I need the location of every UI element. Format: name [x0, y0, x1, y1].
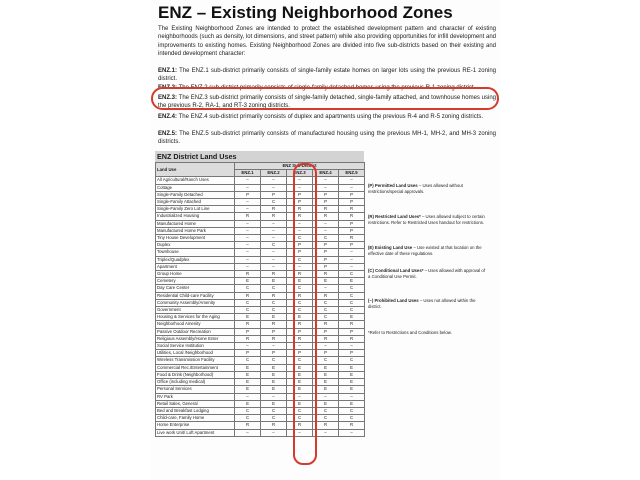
land-use-cell: Townhouse [156, 249, 235, 256]
value-cell: – [339, 256, 365, 263]
value-cell: – [287, 227, 313, 234]
table-row [156, 422, 365, 429]
value-cell: R [339, 422, 365, 429]
value-cell: – [235, 206, 261, 213]
legend-prohibited [368, 298, 488, 310]
value-cell: R [339, 335, 365, 342]
value-cell: – [235, 177, 261, 184]
value-cell: C [287, 285, 313, 292]
legend-term: (C) Conditional Land Uses* [368, 268, 424, 273]
intro-paragraph: The Existing Neighborhood Zones are intended to protect the established development pattern and character of existing neighborhoods (such as density, lot dimensions, and street pattern) while also providing opportunities for infill development and improvements to existing homes. Existing Neighborhood Zones are divided into five sub-districts based on their existing and intended development character: [158, 26, 496, 58]
value-cell: – [235, 343, 261, 350]
table-row [156, 307, 365, 314]
value-cell: P [313, 256, 339, 263]
value-cell: P [339, 199, 365, 206]
land-use-table [155, 162, 365, 437]
value-cell: C [261, 199, 287, 206]
land-use-cell: Neighborhood Amenity [156, 321, 235, 328]
legend-term: (P) Permitted Land Uses [368, 183, 418, 188]
value-cell: C [287, 415, 313, 422]
value-cell: E [287, 379, 313, 386]
value-cell: P [261, 191, 287, 198]
value-cell: C [261, 407, 287, 414]
land-use-cell: Cottage [156, 184, 235, 191]
zone-text: The ENZ.2 sub-district primarily consists of single-family detached homes using the previous R-1 zoning district. [178, 85, 476, 91]
land-use-cell: Bed and Breakfast Lodging [156, 407, 235, 414]
value-cell: – [287, 393, 313, 400]
value-cell: – [261, 177, 287, 184]
value-cell: R [235, 335, 261, 342]
value-cell: C [339, 307, 365, 314]
land-use-cell: Live work Unit/ Loft Apartment [156, 429, 235, 436]
table-row [156, 379, 365, 386]
value-cell: P [287, 249, 313, 256]
value-cell: – [261, 184, 287, 191]
table-row [156, 364, 365, 371]
value-cell: P [313, 263, 339, 270]
land-use-cell: Utilities, Local /Neighborhood [156, 350, 235, 357]
value-cell: E [235, 371, 261, 378]
value-cell: P [339, 220, 365, 227]
value-cell: P [313, 328, 339, 335]
value-cell: P [287, 350, 313, 357]
land-use-cell: Food & Drink (Neighborhood) [156, 371, 235, 378]
column-header: ENZ.5 [339, 170, 365, 177]
value-cell: R [313, 271, 339, 278]
value-cell: – [261, 393, 287, 400]
value-cell: – [287, 263, 313, 270]
table-row [156, 335, 365, 342]
value-cell: – [235, 227, 261, 234]
value-cell: E [235, 400, 261, 407]
column-header: ENZ.3 [287, 170, 313, 177]
table-row [156, 321, 365, 328]
value-cell: E [235, 379, 261, 386]
land-use-cell: Office (including medical) [156, 379, 235, 386]
value-cell: C [339, 292, 365, 299]
land-use-cell: Social Service Institution [156, 343, 235, 350]
land-use-cell: Community Assembly/Amenity [156, 299, 235, 306]
value-cell: R [287, 292, 313, 299]
value-cell: – [261, 220, 287, 227]
land-use-cell: Religious Assembly/Home Enter [156, 335, 235, 342]
value-cell: R [313, 422, 339, 429]
value-cell: P [339, 350, 365, 357]
value-cell: R [287, 335, 313, 342]
value-cell: P [313, 350, 339, 357]
value-cell: R [261, 271, 287, 278]
value-cell: – [313, 220, 339, 227]
land-use-cell: RV Park [156, 393, 235, 400]
value-cell: – [235, 429, 261, 436]
value-cell: R [287, 271, 313, 278]
value-cell: E [261, 386, 287, 393]
value-cell: P [261, 350, 287, 357]
value-cell: P [235, 350, 261, 357]
value-cell: – [235, 393, 261, 400]
land-use-cell: Home Enterprise [156, 422, 235, 429]
value-cell: E [339, 371, 365, 378]
table-row [156, 213, 365, 220]
zone-code: ENZ.3: [158, 95, 178, 101]
value-cell: C [261, 415, 287, 422]
value-cell: E [287, 386, 313, 393]
value-cell: – [313, 227, 339, 234]
value-cell: C [261, 357, 287, 364]
value-cell: E [235, 314, 261, 321]
zone-text: The ENZ.1 sub-district primarily consists of single-family estate homes on larger lots using the previous RE-1 zoning district. [158, 68, 496, 83]
land-use-cell: Triplex/Quadplex [156, 256, 235, 263]
value-cell: C [313, 235, 339, 242]
value-cell: C [261, 307, 287, 314]
table-row [156, 328, 365, 335]
legend-conditional [368, 268, 488, 280]
table-row [156, 407, 365, 414]
value-cell: C [235, 307, 261, 314]
land-use-cell: All Agricultural/Ranch Uses [156, 177, 235, 184]
value-cell: C [287, 235, 313, 242]
value-cell: – [261, 429, 287, 436]
table-row [156, 299, 365, 306]
value-cell: C [313, 415, 339, 422]
value-cell: E [235, 278, 261, 285]
value-cell: – [261, 249, 287, 256]
legend-permitted [368, 183, 488, 195]
value-cell: R [339, 321, 365, 328]
value-cell: E [261, 379, 287, 386]
value-cell: – [261, 235, 287, 242]
value-cell: P [339, 242, 365, 249]
land-use-cell: Child-care, Family Home [156, 415, 235, 422]
enz3-highlight-oval [151, 87, 499, 110]
value-cell: – [261, 256, 287, 263]
value-cell: C [339, 407, 365, 414]
value-cell: C [313, 299, 339, 306]
table-row [156, 285, 365, 292]
land-use-cell: Group Home [156, 271, 235, 278]
value-cell: E [339, 364, 365, 371]
zone-enz4 [158, 113, 496, 121]
land-use-cell: Industrialized Housing [156, 213, 235, 220]
legend-term: (R) Restricted Land Uses* [368, 214, 421, 219]
land-use-cell: Manufactured Home Park [156, 227, 235, 234]
legend-term: (E) Existing Land Use [368, 245, 413, 250]
value-cell: C [313, 407, 339, 414]
legend-desc: – Uses allowed with approval of a Conditional Use Permit. [368, 268, 486, 279]
value-cell: R [261, 213, 287, 220]
value-cell: – [287, 177, 313, 184]
value-cell: R [261, 422, 287, 429]
zone-text: The ENZ.3 sub-district primarily consists of single-family detached, single-family attached, and townhouse homes using the previous R-2, RA-1, and RT-3 zoning districts. [158, 95, 497, 110]
value-cell: E [287, 314, 313, 321]
table-title: ENZ District Land Uses [155, 151, 364, 162]
value-cell: E [313, 400, 339, 407]
value-cell: E [261, 364, 287, 371]
value-cell: C [287, 357, 313, 364]
value-cell: – [287, 184, 313, 191]
table-row [156, 220, 365, 227]
value-cell: E [313, 278, 339, 285]
legend-desc: – Uses allowed subject to certain restrictions. Refer to Restricted Uses handout for restrictions. [368, 214, 485, 225]
value-cell: R [313, 206, 339, 213]
zone-enz5 [158, 130, 496, 147]
land-use-cell: Personal Services [156, 386, 235, 393]
value-cell: R [287, 206, 313, 213]
value-cell: E [313, 379, 339, 386]
value-cell: R [287, 422, 313, 429]
value-cell: – [287, 429, 313, 436]
land-use-cell: Duplex [156, 242, 235, 249]
value-cell: – [235, 235, 261, 242]
value-cell: R [313, 335, 339, 342]
table-row [156, 371, 365, 378]
value-cell: C [287, 256, 313, 263]
value-cell: R [235, 422, 261, 429]
legend-desc: – Uses allowed without restrictions/special approvals. [368, 183, 463, 194]
value-cell: R [235, 292, 261, 299]
zone-code: ENZ.2: [158, 85, 178, 91]
value-cell: – [235, 199, 261, 206]
value-cell: P [313, 242, 339, 249]
table-row [156, 357, 365, 364]
value-cell: P [287, 242, 313, 249]
table-row [156, 429, 365, 436]
land-use-header: Land Use [156, 163, 235, 177]
value-cell: – [235, 220, 261, 227]
value-cell: P [313, 249, 339, 256]
legend-term: (–) Prohibited Land Uses [368, 298, 419, 303]
land-use-cell: Residential Child-care Facility [156, 292, 235, 299]
land-use-cell: Tiny House Development [156, 235, 235, 242]
value-cell: – [339, 184, 365, 191]
value-cell: P [339, 191, 365, 198]
document-page [150, 0, 500, 480]
land-use-cell: Day Care Center [156, 285, 235, 292]
value-cell: R [313, 213, 339, 220]
zone-code: ENZ.4: [158, 114, 178, 120]
value-cell: C [261, 299, 287, 306]
table-row [156, 249, 365, 256]
value-cell: P [235, 328, 261, 335]
table-row [156, 415, 365, 422]
value-cell: – [261, 227, 287, 234]
value-cell: R [339, 206, 365, 213]
value-cell: – [235, 263, 261, 270]
value-cell: C [235, 299, 261, 306]
table-row [156, 393, 365, 400]
value-cell: – [235, 256, 261, 263]
value-cell: C [287, 407, 313, 414]
value-cell: – [339, 177, 365, 184]
value-cell: R [235, 271, 261, 278]
value-cell: E [261, 371, 287, 378]
table-row [156, 400, 365, 407]
value-cell: C [287, 299, 313, 306]
table-row [156, 184, 365, 191]
value-cell: P [287, 191, 313, 198]
land-use-cell: Apartment [156, 263, 235, 270]
value-cell: – [235, 249, 261, 256]
table-row [156, 235, 365, 242]
table-row [156, 263, 365, 270]
legend-restricted [368, 214, 488, 226]
value-cell: C [339, 299, 365, 306]
value-cell: R [235, 213, 261, 220]
land-use-cell: Government [156, 307, 235, 314]
value-cell: E [313, 371, 339, 378]
value-cell: C [235, 415, 261, 422]
value-cell: E [339, 379, 365, 386]
value-cell: P [339, 227, 365, 234]
table-row [156, 314, 365, 321]
value-cell: R [235, 321, 261, 328]
value-cell: R [339, 235, 365, 242]
land-use-cell: Wireless Transmission Facility [156, 357, 235, 364]
value-cell: R [339, 213, 365, 220]
value-cell: P [235, 191, 261, 198]
land-use-cell: Single-Family Attached [156, 199, 235, 206]
table-row [156, 278, 365, 285]
table-row [156, 256, 365, 263]
value-cell: – [235, 184, 261, 191]
value-cell: P [313, 199, 339, 206]
land-use-cell: Housing & Services for the Aging [156, 314, 235, 321]
value-cell: C [313, 307, 339, 314]
value-cell: R [313, 321, 339, 328]
table-row [156, 191, 365, 198]
land-use-cell: Single-Family Detached [156, 191, 235, 198]
land-use-cell: Commercial Rec./Entertainment [156, 364, 235, 371]
value-cell: – [261, 343, 287, 350]
value-cell: C [313, 357, 339, 364]
land-use-cell: Manufactured Home [156, 220, 235, 227]
land-use-cell: Passive Outdoor Recreation [156, 328, 235, 335]
value-cell: C [287, 307, 313, 314]
value-cell: – [235, 242, 261, 249]
value-cell: R [261, 206, 287, 213]
table-row [156, 199, 365, 206]
legend-desc: – Uses not allowed within the district. [368, 298, 476, 309]
value-cell: – [313, 429, 339, 436]
value-cell: R [261, 335, 287, 342]
table-row [156, 271, 365, 278]
table-row [156, 343, 365, 350]
value-cell: – [287, 220, 313, 227]
land-use-cell: Cemetery [156, 278, 235, 285]
value-cell: C [339, 271, 365, 278]
value-cell: C [261, 285, 287, 292]
legend-existing [368, 245, 488, 257]
zone-text: The ENZ.5 sub-district primarily consists of manufactured housing using the previous MH-1, MH-2, and MH-3 zoning districts. [158, 131, 497, 146]
land-use-cell: Single-Family Zero Lot Line [156, 206, 235, 213]
zone-code: ENZ.1: [158, 68, 178, 74]
column-header: ENZ.1 [235, 170, 261, 177]
page-title: ENZ – Existing Neighborhood Zones [158, 3, 453, 22]
value-cell: – [287, 343, 313, 350]
value-cell: E [261, 278, 287, 285]
column-header: ENZ.2 [261, 170, 287, 177]
value-cell: E [261, 314, 287, 321]
table-body [156, 177, 365, 436]
value-cell: E [313, 386, 339, 393]
value-cell: C [235, 285, 261, 292]
value-cell: C [339, 357, 365, 364]
legend-desc: – Use existed at that location on the effective date of these regulations. [368, 245, 482, 256]
land-use-cell: Retail Sales, General [156, 400, 235, 407]
value-cell: E [287, 400, 313, 407]
table-row [156, 177, 365, 184]
value-cell: E [339, 386, 365, 393]
value-cell: E [339, 400, 365, 407]
value-cell: R [261, 321, 287, 328]
value-cell: P [339, 328, 365, 335]
value-cell: C [261, 242, 287, 249]
value-cell: C [235, 407, 261, 414]
table-row [156, 292, 365, 299]
value-cell: – [339, 343, 365, 350]
value-cell: – [339, 249, 365, 256]
value-cell: E [287, 278, 313, 285]
value-cell: P [287, 328, 313, 335]
value-cell: P [261, 328, 287, 335]
footnote: *Refer to Restrictions and Conditions below. [368, 330, 452, 335]
table-row [156, 242, 365, 249]
value-cell: R [261, 292, 287, 299]
table-row [156, 350, 365, 357]
value-cell: P [313, 191, 339, 198]
zone-enz1 [158, 67, 496, 84]
value-cell: – [339, 429, 365, 436]
value-cell: E [339, 314, 365, 321]
value-cell: C [313, 314, 339, 321]
value-cell: E [313, 364, 339, 371]
value-cell: – [313, 343, 339, 350]
zone-code: ENZ.5: [158, 131, 178, 137]
value-cell: – [313, 393, 339, 400]
column-header: ENZ.4 [313, 170, 339, 177]
value-cell: R [287, 321, 313, 328]
value-cell: E [287, 371, 313, 378]
value-cell: E [235, 386, 261, 393]
table-row [156, 206, 365, 213]
value-cell: P [287, 199, 313, 206]
value-cell: – [313, 177, 339, 184]
value-cell: – [261, 263, 287, 270]
value-cell: – [339, 393, 365, 400]
value-cell: C [339, 285, 365, 292]
enz3-column-highlight-oval [293, 163, 317, 465]
value-cell: C [339, 415, 365, 422]
table-row [156, 386, 365, 393]
value-cell: – [313, 285, 339, 292]
value-cell: R [313, 292, 339, 299]
sub-district-header: ENZ Sub-District [235, 163, 365, 170]
zone-text: The ENZ.4 sub-district primarily consists of duplex and apartments using the previous R-4 and R-5 zoning districts. [178, 114, 484, 120]
value-cell: – [339, 263, 365, 270]
value-cell: – [313, 184, 339, 191]
value-cell: E [235, 364, 261, 371]
value-cell: C [235, 357, 261, 364]
value-cell: R [287, 213, 313, 220]
table-row [156, 227, 365, 234]
value-cell: E [261, 400, 287, 407]
value-cell: E [339, 278, 365, 285]
value-cell: E [287, 364, 313, 371]
